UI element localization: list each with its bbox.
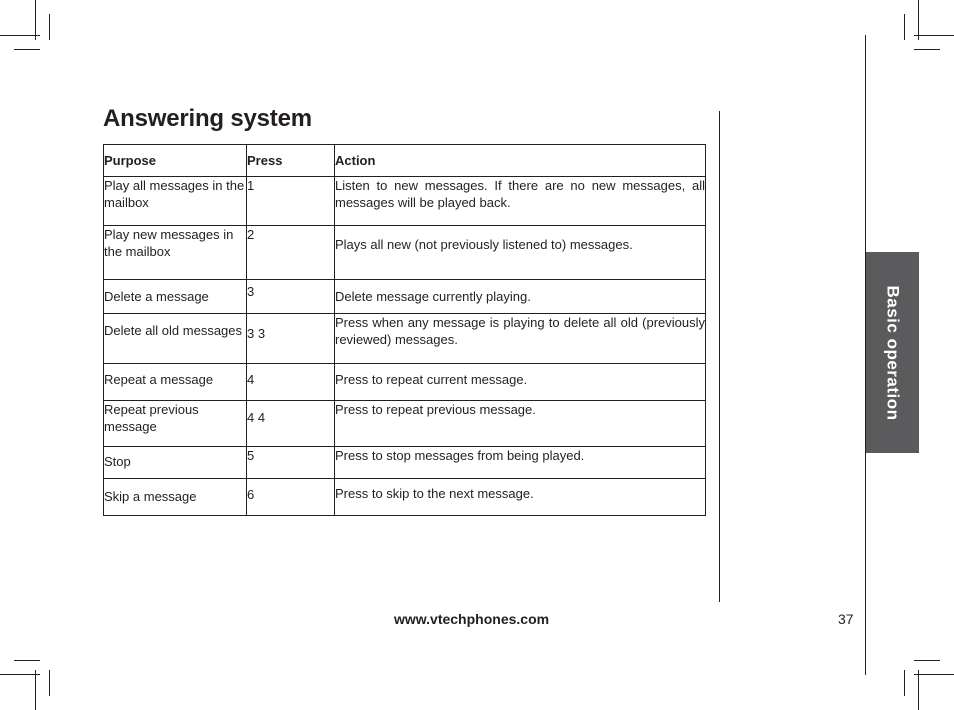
crop-mark <box>918 670 919 710</box>
crop-mark <box>0 35 40 36</box>
purpose-cell: Skip a message <box>104 479 247 516</box>
table-row <box>104 479 706 516</box>
press-cell: 5 <box>247 447 335 479</box>
table-row <box>104 226 706 280</box>
crop-mark <box>35 0 36 40</box>
press-cell: 3 <box>247 280 335 314</box>
table-row <box>104 364 706 401</box>
crop-mark <box>49 670 50 696</box>
crop-mark <box>904 670 905 696</box>
action-cell: Press when any message is playing to delete all old (previously reviewed) messages. <box>335 314 706 364</box>
press-cell: 4 4 <box>247 401 335 447</box>
action-cell: Press to stop messages from being played. <box>335 447 706 479</box>
action-cell: Press to repeat current message. <box>335 364 706 401</box>
purpose-cell: Delete all old messages <box>104 314 247 364</box>
action-cell: Press to skip to the next message. <box>335 479 706 516</box>
press-cell: 6 <box>247 479 335 516</box>
answering-system-table <box>103 144 706 516</box>
table-row <box>104 314 706 364</box>
press-cell: 4 <box>247 364 335 401</box>
table-row <box>104 177 706 226</box>
purpose-cell: Play all messages in the mailbox <box>104 177 247 226</box>
header-action: Action <box>335 145 706 177</box>
crop-mark <box>914 660 940 661</box>
crop-mark <box>914 674 954 675</box>
press-cell: 3 3 <box>247 314 335 364</box>
side-tab-label: Basic operation <box>883 284 903 421</box>
crop-mark <box>918 0 919 40</box>
crop-mark <box>0 674 40 675</box>
table-header-row <box>104 145 706 177</box>
purpose-cell: Repeat previous message <box>104 401 247 447</box>
action-cell: Listen to new messages. If there are no new messages, all messages will be played back. <box>335 177 706 226</box>
crop-mark <box>35 670 36 710</box>
press-cell: 2 <box>247 226 335 280</box>
table-row <box>104 447 706 479</box>
purpose-cell: Play new messages in the mailbox <box>104 226 247 280</box>
column-divider <box>719 111 720 602</box>
crop-mark <box>914 35 954 36</box>
press-cell: 1 <box>247 177 335 226</box>
header-press: Press <box>247 145 335 177</box>
action-cell: Press to repeat previous message. <box>335 401 706 447</box>
website-url: www.vtechphones.com <box>394 611 550 627</box>
action-cell: Delete message currently playing. <box>335 280 706 314</box>
crop-mark <box>14 49 40 50</box>
page-number: 37 <box>838 611 854 627</box>
page-title: Answering system <box>103 105 312 132</box>
purpose-cell: Repeat a message <box>104 364 247 401</box>
section-side-tab <box>866 252 919 453</box>
table-row <box>104 280 706 314</box>
action-cell: Plays all new (not previously listened to) messages. <box>335 226 706 280</box>
purpose-cell: Delete a message <box>104 280 247 314</box>
crop-mark <box>914 49 940 50</box>
crop-mark <box>904 14 905 40</box>
crop-mark <box>49 14 50 40</box>
header-purpose: Purpose <box>104 145 247 177</box>
purpose-cell: Stop <box>104 447 247 479</box>
crop-mark <box>14 660 40 661</box>
table-row <box>104 401 706 447</box>
